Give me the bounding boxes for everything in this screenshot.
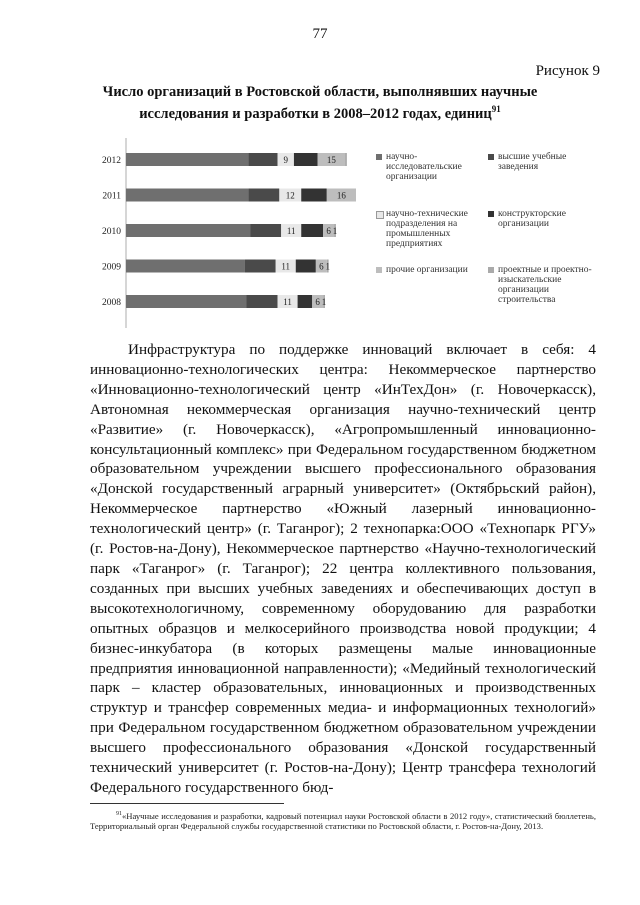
data-label: 1 [332, 226, 338, 236]
data-label: 1 [325, 261, 330, 272]
data-label: 12 [285, 190, 295, 201]
body-text [90, 340, 596, 798]
figure-title [70, 84, 570, 123]
y-tick-label: 2011 [102, 191, 121, 202]
bar-segment [294, 153, 318, 166]
data-label: 6 [319, 261, 324, 272]
bar-segment [298, 295, 313, 308]
legend-label: конструкторские организации [498, 209, 566, 229]
bar-segment [301, 189, 327, 202]
legend-label: проектные и проектно-изыскательские организации строительства [498, 265, 592, 305]
data-label: 15 [326, 155, 336, 165]
data-label: 16 [336, 190, 346, 201]
footnote-divider [90, 803, 284, 804]
y-tick-label: 2009 [102, 262, 121, 273]
y-tick-label: 2012 [102, 156, 121, 166]
chart-legend [376, 152, 606, 322]
page-number: 77 [312, 26, 328, 42]
figure-title-footnote-mark: 91 [491, 104, 501, 114]
legend-label: высшие учебные заведения [498, 152, 567, 172]
data-label: 9 [283, 155, 288, 165]
data-label: 6 [315, 297, 320, 307]
data-label: 11 [281, 261, 291, 272]
bar-segment [126, 295, 246, 308]
figure-label: Рисунок 9 [535, 63, 600, 79]
data-label: 1 [321, 297, 327, 307]
data-label: 6 [326, 226, 331, 236]
bar-segment [301, 224, 323, 237]
legend-swatch [376, 211, 384, 219]
data-label: 11 [286, 226, 296, 236]
legend-label: прочие организации [386, 265, 468, 275]
y-tick-label: 2008 [102, 298, 121, 308]
legend-swatch [488, 211, 494, 217]
legend-swatch [376, 267, 382, 273]
legend-label: научно-исследовательские организации [386, 152, 462, 182]
bar-segment [248, 153, 277, 166]
body-paragraph: Инфраструктура по поддержке инноваций включает в себя: 4 инновационно-технологических центра: Некоммерческое партнерство «Инновационно-технологический центр «ИнТехДон» (г. Новочеркасск), Автономная некоммерческая организация научно-технический центр «Развитие» (г. Новочеркасск), «Агропромышленный инновационно-консультационный комплекс» при Федеральном государственном бюджетном образовательном учреждении высшего профессионального образования «Донской государственный аграрный университет» (Октябрьский район), Некоммерческое партнерство «Южный лазерный инновационно-технологический центр» (г. Таганрог); 2 технопарка:ООО «Технопарк РГУ» (г. Ростов-на-Дону), Некоммерческое партнерство «Научно-технологический парк «Таганрог» (г. Таганрог); 22 центра коллективного пользования, созданных при высших учебных заведениях и обеспечивающих доступ в высокотехнологичному, современному оборудованию для разработки опытных образцов и мелкосерийного производства новой продукции; 4 бизнес-инкубатора (в которых размещены малые инновационные предприятия инновационной направленности); «Медийный технологический парк – кластер образовательных, инновационных и производственных структур и трансфер современных медиа- и информационных технологий» при Федеральном государственном бюджетном образовательном учреждении высшего профессионального образования «Донской государственный технический университет (г. Ростов-на-Дону); Центр трансфера технологий Федерального государственного бюд- [90, 341, 596, 796]
bar-segment [345, 153, 347, 166]
bar-segment [126, 153, 248, 166]
bar-segment [296, 260, 316, 273]
bar-segment [248, 189, 279, 202]
figure-title-text: Число организаций в Ростовской области, выполнявших научные исследования и разработки в 2008–2012 годах, единиц [102, 84, 538, 122]
y-tick-label: 2010 [102, 227, 121, 237]
footnote [90, 809, 596, 832]
bar-segment [250, 224, 281, 237]
data-label: 11 [283, 297, 292, 307]
bar-segment [126, 224, 250, 237]
bar-segment [126, 260, 245, 273]
legend-label: научно-технические подразделения на промышленных предприятиях [386, 209, 468, 249]
bar-chart [92, 138, 362, 328]
legend-swatch [488, 154, 494, 160]
bar-segment [245, 260, 276, 273]
bar-segment [126, 189, 248, 202]
footnote-text: «Научные исследования и разработки, кадровый потенциал науки Ростовской области в 2012 году», статистический бюллетень, Территориальный орган Федеральной службы государственной статистики по Ростовской области, г. Ростов-на-Дону, 2013. [90, 810, 596, 832]
footnote-mark: 91 [116, 811, 122, 817]
legend-swatch [488, 267, 494, 273]
legend-swatch [376, 154, 382, 160]
bar-segment [246, 295, 277, 308]
